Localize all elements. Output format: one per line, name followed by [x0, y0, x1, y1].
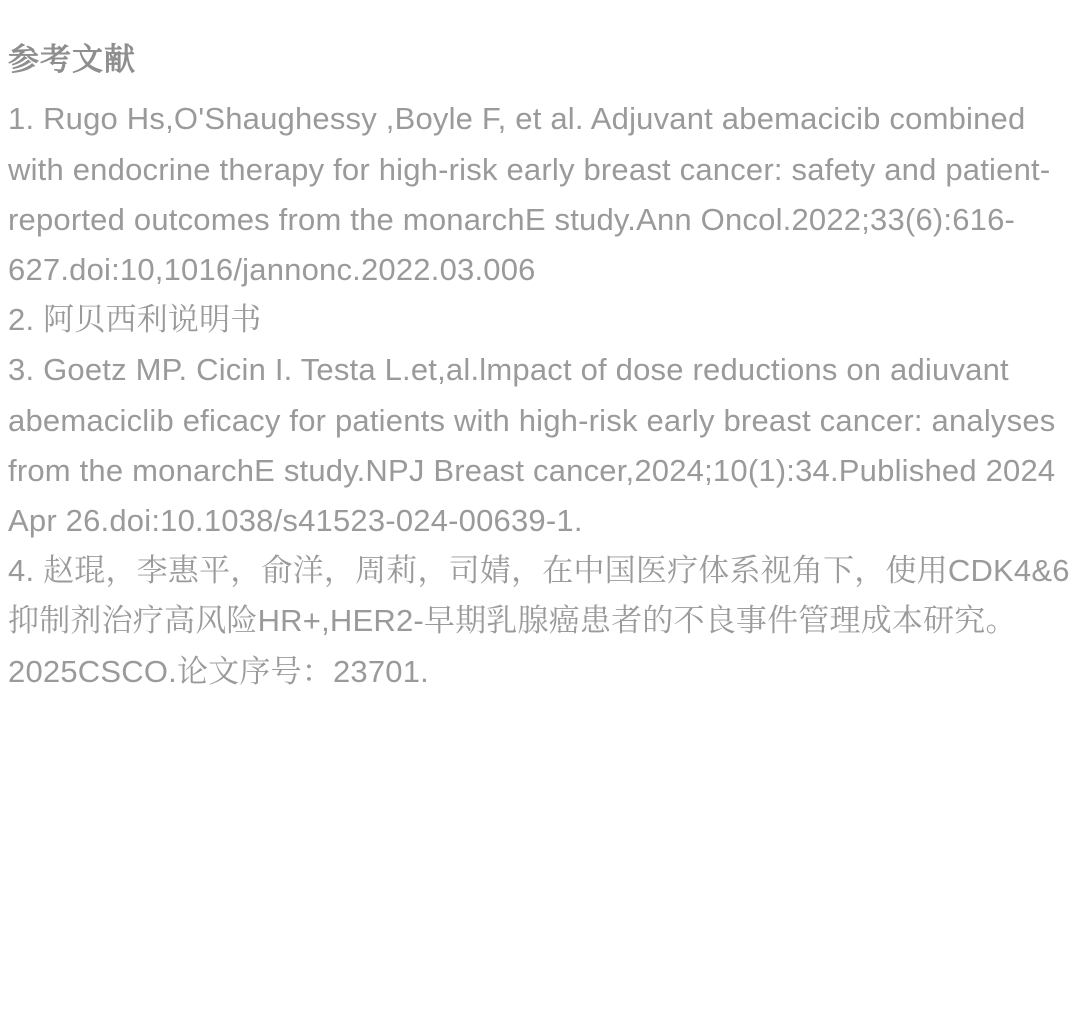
list-item: 2. 阿贝西利说明书 [8, 302, 262, 338]
list-item: 4. 赵琨，李惠平，俞洋，周莉，司婧，在中国医疗体系视角下，使用CDK4&6抑制剂治疗高风险HR+,HER2-早期乳腺癌患者的不良事件管理成本研究。2025CSCO.论文序号：23701. [8, 553, 1070, 689]
reference-list [8, 94, 1070, 697]
list-item: 1. Rugo Hs,O'Shaughessy ,Boyle F, et al. Adjuvant abemacicib combined with endocrine therapy for high-risk early breast cancer: safety and patient-reported outcomes from the monarchE study.Ann Oncol.2022;33(6):616-627.doi:10,1016/jannonc.2022.03.006 [8, 101, 1051, 287]
list-item: 3. Goetz MP. Cicin I. Testa L.et,al.lmpact of dose reductions on adiuvant abemaciclib eficacy for patients with high-risk early breast cancer: analyses from the monarchE study.NPJ Breast cancer,2024;10(1):34.Published 2024 Apr 26.doi:10.1038/s41523-024-00639-1. [8, 352, 1056, 539]
page-title: 参考文献 [8, 42, 136, 77]
